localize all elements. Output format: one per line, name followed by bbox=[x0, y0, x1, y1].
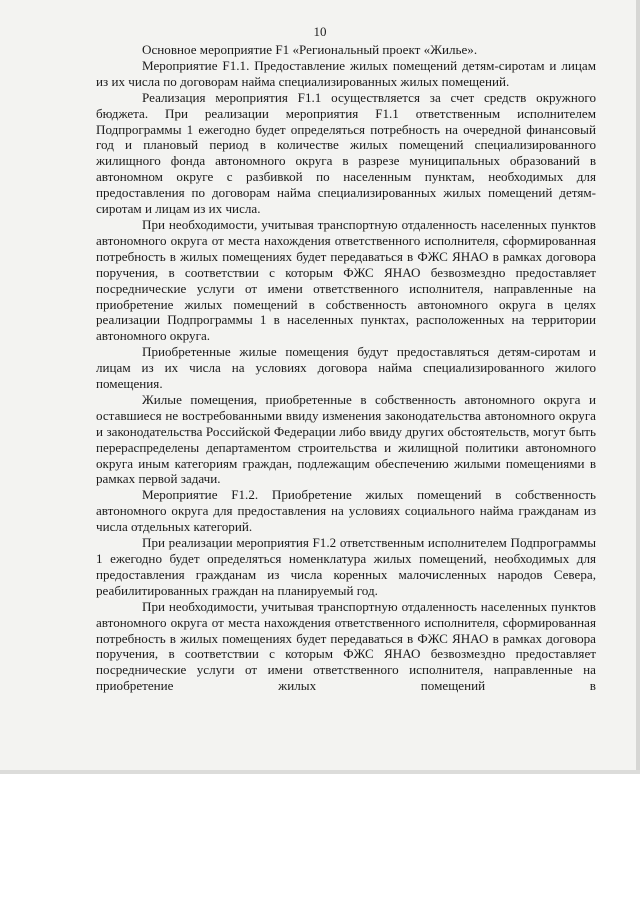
page-number: 10 bbox=[313, 24, 327, 39]
page-bottom-edge bbox=[0, 770, 640, 774]
paragraph: Мероприятие F1.2. Приобретение жилых помещений в собственность автономного округа для предоставления на условиях социального найма гражданам из числа отдельных категорий. bbox=[96, 487, 596, 535]
paragraph-heading: Основное мероприятие F1 «Региональный проект «Жилье». bbox=[142, 42, 478, 57]
document-body bbox=[96, 42, 596, 694]
paragraph: При реализации мероприятия F1.2 ответственным исполнителем Подпрограммы 1 ежегодно будет определяться номенклатура жилых помещений, необходимых для предоставления гражданам из числа коренных малочисленных народов Севера, реабилитированных граждан на планируемый год. bbox=[96, 535, 596, 598]
paragraph: Жилые помещения, приобретенные в собственность автономного округа и оставшиеся не востребованными ввиду изменения законодательства автономного округа и законодательства Российской Федерации либо ввиду других обстоятельств, могут быть перераспределены департаментом строительства и жилищной политики автономного округа иным категориям граждан, подлежащим обеспечению жилыми помещениями в рамках первой задачи. bbox=[96, 391, 596, 487]
paragraph: Мероприятие F1.1. Предоставление жилых помещений детям-сиротам и лицам из их числа по договорам найма специализированных жилых помещений. bbox=[96, 57, 596, 89]
page-edge bbox=[636, 0, 640, 770]
paragraph: При необходимости, учитывая транспортную отдаленность населенных пунктов автономного округа от места нахождения ответственного исполнителя, сформированная потребность в жилых помещениях будет передаваться в ФЖС ЯНАО в рамках договора поручения, в соответствии с которым ФЖС ЯНАО безвозмездно предоставляет посреднические услуги от имени ответственного исполнителя, направленные на приобретение жилых помещений в bbox=[96, 598, 596, 694]
paragraph: Приобретенные жилые помещения будут предоставляться детям-сиротам и лицам из их числа на условиях договора найма специализированного жилого помещения. bbox=[96, 344, 596, 392]
paragraph: При необходимости, учитывая транспортную отдаленность населенных пунктов автономного округа от места нахождения ответственного исполнителя, сформированная потребность в жилых помещениях будет передаваться в ФЖС ЯНАО в рамках договора поручения, в соответствии с которым ФЖС ЯНАО безвозмездно предоставляет посреднические услуги от имени ответственного исполнителя, направленные на приобретение жилых помещений в собственность автономного округа в целях реализации Подпрограммы 1 в населенных пунктах, расположенных на территории автономного округа. bbox=[96, 216, 596, 344]
paragraph: Реализация мероприятия F1.1 осуществляется за счет средств окружного бюджета. При реализации мероприятия F1.1 ответственным исполнителем Подпрограммы 1 ежегодно будет определяться потребность на очередной финансовый год и плановый период в количестве жилых помещений специализированного жилищного фонда автономного округа в разрезе муниципальных образований в автономном округе с разбивкой по населенным пунктам, необходимых для предоставления по договорам найма специализированных жилых помещений детям-сиротам и лицам из их числа. bbox=[96, 89, 596, 217]
